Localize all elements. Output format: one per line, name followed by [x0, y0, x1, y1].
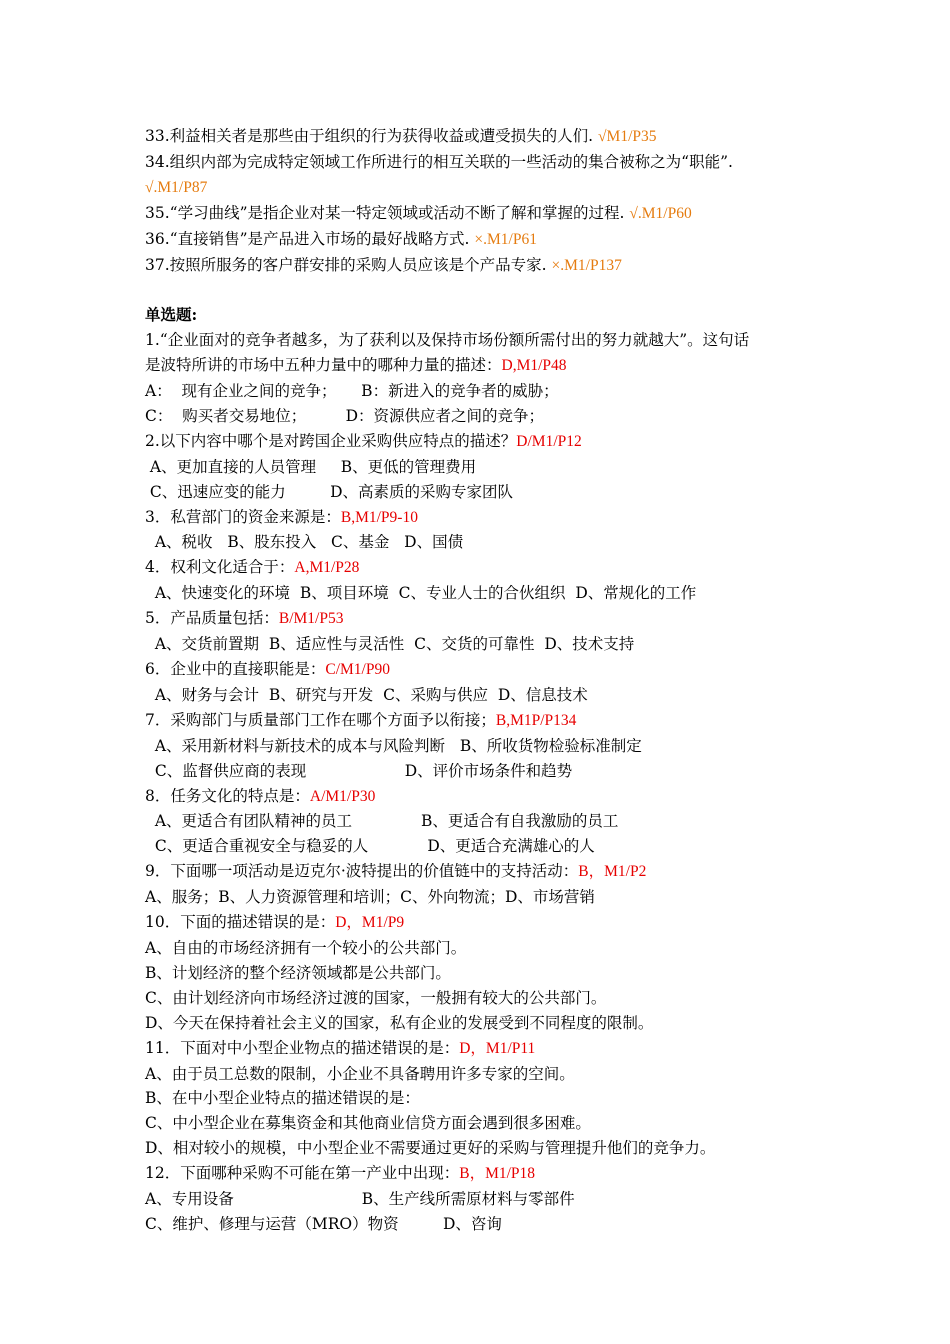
question-12-options: C、维护、修理与运营（MRO）物资 D、咨询 [145, 1214, 502, 1233]
answer-key: A/M1/P30 [309, 787, 376, 805]
question-12-options: A、专用设备 B、生产线所需原材料与零部件 [145, 1190, 575, 1209]
question-10-option: A、自由的市场经济拥有一个较小的公共部门。 [145, 938, 467, 957]
question-6-options: A、财务与会计 B、研究与开发 C、采购与供应 D、信息技术 [145, 685, 588, 704]
question-1-options: A： 现有企业之间的竞争； B：新进入的竞争者的威胁； [145, 382, 559, 401]
question-11-option: D、相对较小的规模，中小型企业不需要通过更好的采购与管理提升他们的竞争力。 [145, 1139, 716, 1158]
question-7-options: C、监督供应商的表现 D、评价市场条件和趋势 [145, 761, 573, 780]
question-10-option: B、计划经济的整个经济领域都是公共部门。 [145, 963, 451, 982]
answer-key: B，M1/P18 [459, 1165, 536, 1183]
question-2-options: A、更加直接的人员管理 B、更低的管理费用 [145, 457, 477, 476]
answer-key: B，M1/P2 [578, 863, 647, 881]
question-6-stem: 6．企业中的直接职能是：C/M1/P90 [145, 660, 390, 679]
answer-key: D,M1/P48 [501, 357, 567, 375]
section-title: 单选题: [145, 305, 198, 325]
question-8-options: C、更适合重视安全与稳妥的人 D、更适合充满雄心的人 [145, 837, 595, 856]
question-3-stem: 3．私营部门的资金来源是：B,M1/P9-10 [145, 507, 418, 526]
answer-key: ×.M1/P61 [474, 230, 537, 248]
judge-item-34-answer [145, 175, 825, 201]
question-2-stem: 2.以下内容中哪个是对跨国企业采购供应特点的描述？D/M1/P12 [145, 431, 582, 450]
answer-key: B,M1/P9-10 [340, 508, 418, 526]
spacer [145, 278, 825, 303]
question-9-stem: 9．下面哪一项活动是迈克尔·波特提出的价值链中的支持活动：B，M1/P2 [145, 862, 647, 881]
answer-key: D，M1/P11 [459, 1039, 536, 1057]
question-11-stem: 11．下面对中小型企业物点的描述错误的是：D，M1/P11 [145, 1038, 536, 1057]
answer-key: B/M1/P53 [278, 610, 344, 628]
question-10-option: C、由计划经济向市场经济过渡的国家，一般拥有较大的公共部门。 [145, 988, 607, 1007]
answer-key: C/M1/P90 [325, 661, 390, 679]
judge-item-36: 36.“直接销售”是产品进入市场的最好战略方式. ×.M1/P61 [145, 229, 537, 248]
question-1-stem-cont: 是波特所讲的市场中五种力量中的哪种力量的描述：D,M1/P48 [145, 356, 567, 375]
judge-item-34: 34.组织内部为完成特定领域工作所进行的相互关联的一些活动的集合被称之为“职能”. [145, 152, 733, 171]
question-5-options: A、交货前置期 B、适应性与灵活性 C、交货的可靠性 D、技术支持 [145, 635, 635, 654]
question-4-options: A、快速变化的环境 B、项目环境 C、专业人士的合伙组织 D、常规化的工作 [145, 584, 697, 603]
question-10-option: D、今天在保持着社会主义的国家，私有企业的发展受到不同程度的限制。 [145, 1013, 654, 1032]
question-3-options: A、税收 B、股东投入 C、基金 D、国债 [145, 533, 464, 552]
question-7-options: A、采用新材料与新技术的成本与风险判断 B、所收货物检验标准制定 [145, 736, 642, 755]
answer-key: √M1/P35 [598, 128, 657, 145]
answer-key: D，M1/P9 [335, 914, 405, 932]
answer-key: ×.M1/P137 [551, 256, 622, 274]
question-1-options: C： 购买者交易地位； D：资源供应者之间的竞争； [145, 406, 545, 425]
answer-key: D/M1/P12 [516, 432, 582, 450]
answer-key: B,M1P/P134 [495, 711, 577, 729]
question-2-options: C、迅速应变的能力 D、高素质的采购专家团队 [145, 482, 514, 501]
question-11-option: B、在中小型企业特点的描述错误的是： [145, 1089, 420, 1108]
judge-item-33: 33.利益相关者是那些由于组织的行为获得收益或遭受损失的人们. √M1/P35 [145, 127, 657, 145]
question-10-stem: 10．下面的描述错误的是：D，M1/P9 [145, 913, 405, 932]
question-11-option: C、中小型企业在募集资金和其他商业信贷方面会遇到很多困难。 [145, 1114, 591, 1133]
question-9-options: A、服务；B、人力资源管理和培训；C、外向物流；D、市场营销 [145, 888, 595, 907]
answer-key: √.M1/P87 [145, 178, 208, 196]
document-body [145, 124, 825, 1237]
judge-item-35: 35.“学习曲线”是指企业对某一特定领域或活动不断了解和掌握的过程. √.M1/P60 [145, 203, 692, 222]
answer-key: A,M1/P28 [294, 559, 360, 577]
question-1-stem: 1.“企业面对的竞争者越多，为了获利以及保持市场份额所需付出的努力就越大”。这句话 [145, 331, 750, 350]
question-7-stem: 7．采购部门与质量部门工作在哪个方面予以衔接；B,M1P/P134 [145, 710, 577, 729]
question-12-stem: 12．下面哪种采购不可能在第一产业中出现：B，M1/P18 [145, 1164, 536, 1183]
judge-item-37: 37.按照所服务的客户群安排的采购人员应该是个产品专家. ×.M1/P137 [145, 255, 622, 274]
question-4-stem: 4．权利文化适合于：A,M1/P28 [145, 558, 360, 577]
question-11-option: A、由于员工总数的限制，小企业不具备聘用许多专家的空间。 [145, 1064, 575, 1083]
question-8-options: A、更适合有团队精神的员工 B、更适合有自我激励的员工 [145, 812, 619, 831]
question-5-stem: 5．产品质量包括：B/M1/P53 [145, 609, 344, 628]
question-8-stem: 8．任务文化的特点是：A/M1/P30 [145, 786, 376, 805]
answer-key: √.M1/P60 [629, 204, 692, 222]
